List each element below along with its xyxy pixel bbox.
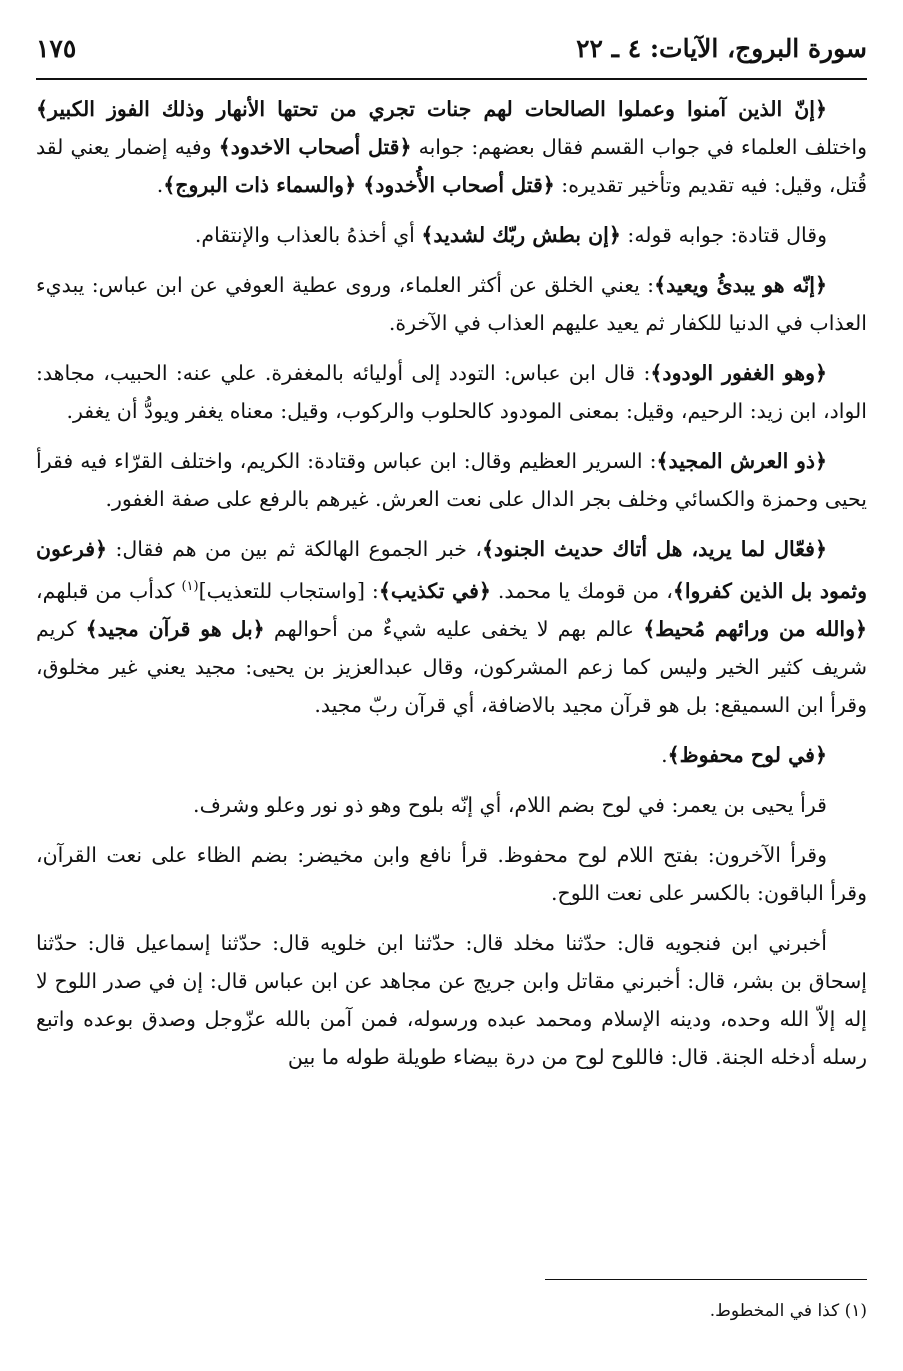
text-run: واختلف العلماء في جواب القسم فقال بعضهم: جوابه bbox=[411, 135, 867, 159]
quran-quote: ﴿فعّال لما يريد، هل أتاك حديث الجنود﴾ bbox=[482, 537, 827, 561]
text-run: كدأب من قبلهم، bbox=[36, 578, 182, 603]
footnote-ref: (١) bbox=[181, 579, 199, 594]
page-header bbox=[36, 28, 867, 72]
text-run: أي أخذهُ بالعذاب والإنتقام. bbox=[194, 223, 422, 247]
quran-quote: ﴿قتل أصحاب الأُخدود﴾ ﴿والسماء ذات البروج﴾ bbox=[163, 173, 555, 197]
running-title: سورة البروج، الآيات: ٤ ـ ٢٢ bbox=[576, 34, 867, 63]
text-run: . bbox=[661, 742, 668, 767]
text-run: ، خبر الجموع الهالكة ثم بين من هم فقال: bbox=[107, 537, 483, 561]
paragraph bbox=[36, 924, 867, 1076]
quran-quote: ﴿بل هو قرآن مجيد﴾ bbox=[85, 616, 265, 641]
page-number: ١٧٥ bbox=[36, 34, 77, 63]
quran-quote: ﴿وهو الغفور الودود﴾ bbox=[650, 361, 827, 385]
paragraph bbox=[36, 736, 867, 774]
quran-quote: ﴿في تكذيب﴾ bbox=[378, 578, 491, 603]
text-run: : قال ابن عباس: التودد إلى أوليائه بالمغفرة. علي عنه: الحبيب، مجاهد: الواد، ابن زيد: الرحيم، وقيل: بمعنى المودود كالحلوب والركوب، وقيل: معناه يغفر ويودُّ أن يغفر. bbox=[36, 361, 867, 423]
header-rule bbox=[36, 78, 867, 80]
quran-quote: ﴿إنّ الذين آمنوا وعملوا الصالحات لهم جنات تجري من تحتها الأنهار وذلك الفوز الكبير﴾ bbox=[36, 97, 827, 121]
quran-quote: ﴿في لوح محفوظ﴾ bbox=[667, 742, 827, 767]
quran-quote: ﴿إن بطش ربّك لشديد﴾ bbox=[421, 223, 621, 247]
paragraph bbox=[36, 442, 867, 518]
paragraph bbox=[36, 836, 867, 912]
text-run: عالم بهم لا يخفى عليه شيءٌ من أحوالهم bbox=[264, 616, 644, 641]
paragraph bbox=[36, 354, 867, 430]
quran-quote: ﴿ذو العرش المجيد﴾ bbox=[656, 449, 827, 473]
quran-quote: ﴿فرعون وثمود بل الذين كفروا﴾ bbox=[36, 537, 868, 603]
text-run: وقال قتادة: جوابه قوله: bbox=[620, 223, 827, 247]
paragraph bbox=[36, 530, 867, 724]
text-run: أخبرني ابن فنجويه قال: حدّثنا مخلد قال: حدّثنا ابن خلويه قال: حدّثنا إسماعيل قال: حدّثنا إسحاق بن بشر، قال: أخبرني مقاتل وابن جريج عن مجاهد عن ابن عباس قال: إن في صدر اللوح لا إله إلاّ الله وحده، ودينه الإسلام ومحمد عبده ورسوله، فمن آمن بالله عزّوجل وصدق بوعده واتبع رسله أدخله الجنة. قال: فاللوح لوح من درة بيضاء طويلة طوله ما بين bbox=[36, 930, 867, 1069]
text-run: وقرأ الآخرون: بفتح اللام لوح محفوظ. قرأ نافع وابن مخيضر: بضم الظاء على نعت القرآن، وقرأ الباقون: بالكسر على نعت اللوح. bbox=[36, 842, 867, 905]
quran-quote: ﴿قتل أصحاب الاخدود﴾ bbox=[218, 135, 412, 159]
paragraph bbox=[36, 266, 867, 342]
paragraph bbox=[36, 90, 867, 204]
footnote: (١) كذا في المخطوط. bbox=[709, 1301, 867, 1321]
text-run: ، من قومك يا محمد. bbox=[490, 578, 673, 603]
text-run: . bbox=[156, 173, 164, 197]
paragraph bbox=[36, 216, 867, 254]
text-run: وفيه إضمار يعني لقد قُتل، وقيل: فيه تقديم وتأخير تقديره: bbox=[36, 135, 867, 197]
text-run: : السرير العظيم وقال: ابن عباس وقتادة: الكريم، واختلف القرّاء فيه فقرأ يحيى وحمزة والكسائي وخلف بجر الدال على نعت العرش. غيرهم بالرفع على صفة الغفور. bbox=[36, 449, 867, 511]
text-run: كريم شريف كثير الخير وليس كما زعم المشركون، وقال عبدالعزيز بن يحيى: مجيد يعني غير مخلوق، وقرأ ابن السميقع: بل هو قرآن مجيد بالاضافة، أي قرآن ربّ مجيد. bbox=[36, 616, 867, 717]
body-text bbox=[36, 90, 867, 1088]
text-run: قرأ يحيى بن يعمر: في لوح بضم اللام، أي إنّه بلوح وهو ذو نور وعلو وشرف. bbox=[193, 792, 827, 817]
text-run: : [واستجاب للتعذيب] bbox=[198, 578, 379, 603]
footnote-rule bbox=[545, 1279, 867, 1280]
paragraph bbox=[36, 786, 867, 824]
text-run: : يعني الخلق عن أكثر العلماء، وروى عطية العوفي عن ابن عباس: يبديء العذاب في الدنيا للكفار ثم يعيد عليهم العذاب في الآخرة. bbox=[36, 273, 867, 335]
quran-quote: ﴿إنّه هو يبدئُ ويعيد﴾ bbox=[654, 273, 828, 297]
quran-quote: ﴿والله من ورائهم مُحيط﴾ bbox=[643, 616, 868, 641]
